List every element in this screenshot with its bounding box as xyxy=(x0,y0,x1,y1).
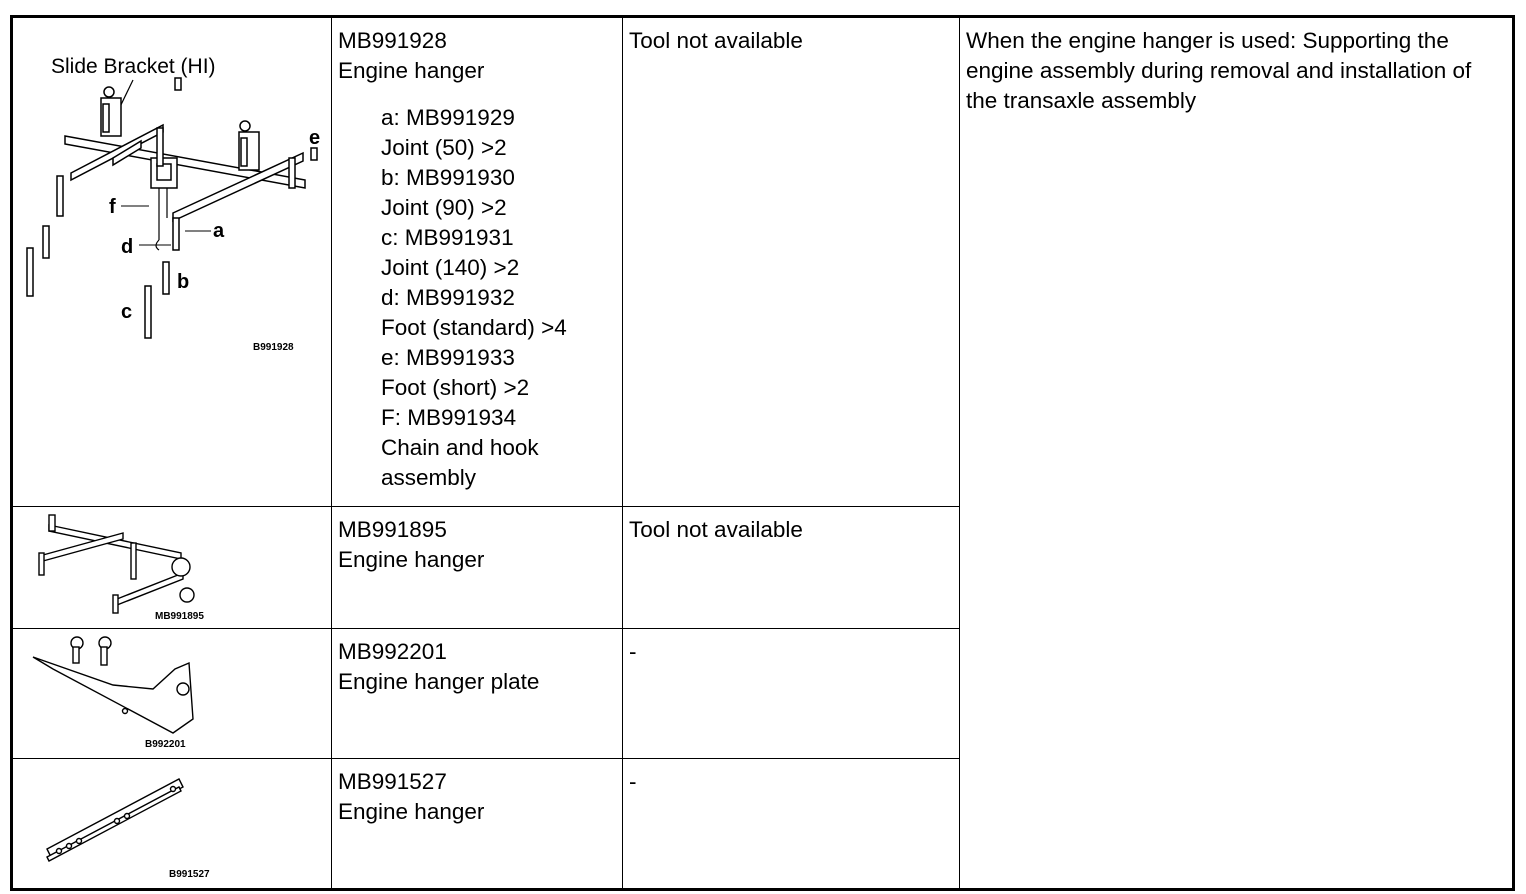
supersession-cell xyxy=(623,759,960,890)
supersession-text: - xyxy=(629,769,637,794)
component-list xyxy=(332,86,622,493)
label-a: a xyxy=(213,220,225,242)
supersession-text: - xyxy=(629,639,637,664)
engine-hanger-illustration xyxy=(13,507,333,628)
tool-number: MB991895 xyxy=(338,517,447,542)
list-item: Chain and hook xyxy=(381,435,539,460)
tool-name: Engine hanger xyxy=(338,799,485,824)
supersession-cell xyxy=(623,507,960,629)
list-item: b: MB991930 xyxy=(381,165,515,190)
tool-name: Engine hanger plate xyxy=(338,669,540,694)
list-item: Joint (90) >2 xyxy=(381,195,507,220)
list-item: Joint (50) >2 xyxy=(381,135,507,160)
list-item: F: MB991934 xyxy=(381,405,517,430)
tool-number-name-cell xyxy=(332,629,623,759)
tool-illustration-cell xyxy=(12,17,332,507)
tool-number-name-cell xyxy=(332,17,623,507)
tool-name: Engine hanger xyxy=(338,547,485,572)
tool-illustration-cell xyxy=(12,759,332,890)
label-b: b xyxy=(177,271,190,293)
list-item: e: MB991933 xyxy=(381,345,515,370)
tool-name: Engine hanger xyxy=(338,58,485,83)
engine-hanger-bar-illustration xyxy=(13,759,333,888)
figure-code: B991928 xyxy=(253,342,294,353)
slide-bracket-callout: Slide Bracket (HI) xyxy=(51,55,216,78)
supersession-cell xyxy=(623,629,960,759)
list-item: Foot (standard) >4 xyxy=(381,315,567,340)
application-text: When the engine hanger is used: Supporting the engine assembly during removal and installation of the transaxle assembly xyxy=(966,28,1472,113)
list-item: c: MB991931 xyxy=(381,225,514,250)
application-cell xyxy=(960,17,1514,890)
label-c: c xyxy=(121,301,133,323)
tool-number-name-cell xyxy=(332,759,623,890)
supersession-text: Tool not available xyxy=(629,28,803,53)
tool-number: MB991928 xyxy=(338,28,447,53)
table-row xyxy=(12,17,1514,507)
engine-hanger-plate-illustration xyxy=(13,629,333,758)
tool-illustration-cell xyxy=(12,629,332,759)
list-item: d: MB991932 xyxy=(381,285,515,310)
list-item: Joint (140) >2 xyxy=(381,255,520,280)
label-d: d xyxy=(121,236,134,258)
figure-code: B992201 xyxy=(145,739,186,750)
list-item: assembly xyxy=(381,465,477,490)
figure-code: B991527 xyxy=(169,869,210,880)
list-item: Foot (short) >2 xyxy=(381,375,530,400)
special-tools-table xyxy=(10,15,1515,891)
figure-code: MB991895 xyxy=(155,611,204,622)
label-f: f xyxy=(109,196,116,218)
tool-illustration-cell xyxy=(12,507,332,629)
engine-hanger-assembly-illustration xyxy=(13,18,333,506)
supersession-cell xyxy=(623,17,960,507)
tool-number: MB991527 xyxy=(338,769,447,794)
hanger-frame-drawing xyxy=(27,78,317,338)
supersession-text: Tool not available xyxy=(629,517,803,542)
tool-number: MB992201 xyxy=(338,639,447,664)
label-e: e xyxy=(309,127,321,149)
list-item: a: MB991929 xyxy=(381,105,515,130)
tool-number-name-cell xyxy=(332,507,623,629)
